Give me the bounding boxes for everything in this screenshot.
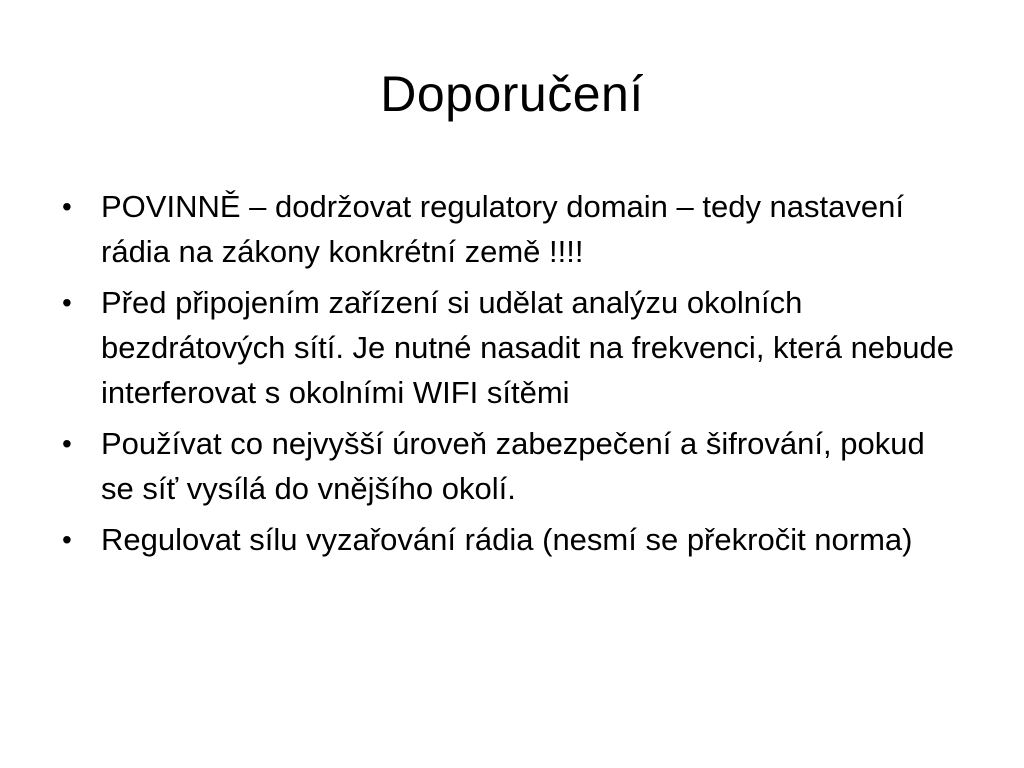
- bullet-icon: •: [62, 524, 72, 555]
- bullet-text: Regulovat sílu vyzařování rádia (nesmí se překročit norma): [101, 522, 913, 557]
- bullet-icon: •: [62, 191, 72, 222]
- bullet-item: [60, 517, 960, 562]
- bullet-text: Před připojením zařízení si udělat analýzu okolních bezdrátových sítí. Je nutné nasadit na frekvenci, která nebude interferovat s okolními WIFI sítěmi: [101, 285, 955, 410]
- slide-title: Doporučení: [380, 66, 644, 122]
- bullet-icon: •: [62, 428, 72, 459]
- bullet-text: POVINNĚ – dodržovat regulatory domain – tedy nastavení rádia na zákony konkrétní země !!!!: [101, 189, 904, 269]
- bullet-item: [60, 421, 960, 511]
- bullet-item: [60, 280, 960, 415]
- bullet-icon: •: [62, 287, 72, 318]
- bullet-list: [60, 184, 960, 568]
- bullet-item: [60, 184, 960, 274]
- bullet-text: Používat co nejvyšší úroveň zabezpečení a šifrování, pokud se síť vysílá do vnějšího okolí.: [101, 426, 925, 506]
